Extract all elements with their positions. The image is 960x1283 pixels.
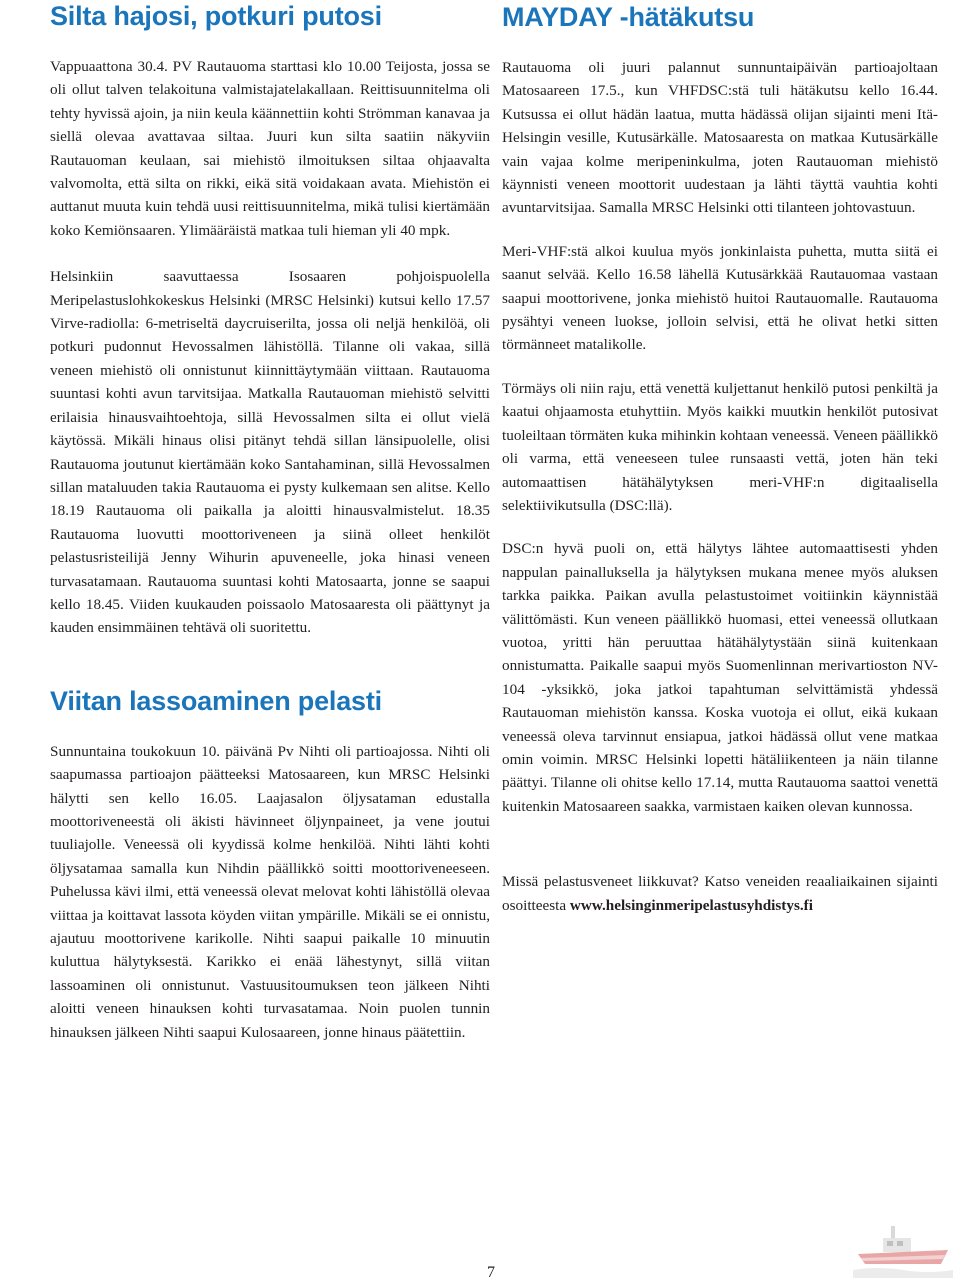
paragraph: Sunnuntaina toukokuun 10. päivänä Pv Nihti oli partioajossa. Nihti oli saapumassa partioajon päätteeksi Matosaareen, kun MRSC Helsinki hälytti sen kello 16.05. Laajasalon öljysataman edustalla moottoriveneestä oli äkisti hävinneet öljynpaineet, ja vene joutui tuuliajolle. Veneessä oli kyydissä kolme henkilöä. Nihti lähti kohti öljysatamaa samalla kun Nihdin päällikkö soitti moottoriveneeseen. Puhelussa kävi ilmi, että veneessä olevat melovat kohti lähistöllä olevaa viittaa ja koittavat lassota köyden viitan ympärille. Mikäli se ei onnistu, ajautuu moottorivene karikolle. Nihti saapui paikalle 10 minuutin kuluttua hälytyksestä. Karikko ei enää lähestynyt, sillä viitan lassoaminen oli onnistunut. Vastuusitoumuksen teon jälkeen Nihti aloitti veneen hinauksen kohti turvasatamaa. Noin puolen tunnin hinauksen jälkeen Nihti saapui Kulosaareen, jonne hinaus päätettiin.: [50, 742, 490, 1041]
left-column: [50, 0, 490, 1044]
paragraph: Törmäys oli niin raju, että venettä kuljettanut henkilö putosi penkiltä ja kaatui ohjaamosta etuhyttiin. Myös kaikki muutkin henkilöt putosivat tuoleiltaan törmäten kuka mihinkin kohtaan veneessä. Veneen päällikkö oli varma, että veneeseen tulee runsaasti vettä, joten hän teki automaattisen hätähälytyksen meri-VHF:n digitaalisella selektiivikutsulla (DSC:llä).: [502, 379, 938, 514]
paragraph: Rautauoma oli juuri palannut sunnuntaipäivän partioajoltaan Matosaareen 17.5., kun VHFDSC:stä tuli hätäkutsu kello 16.44. Kutsussa ei ollut hädän laatua, mutta hädässä olijan sijainti meni Itä-Helsingin vesille, Kutusärkälle. Matosaaresta on matkaa Kutusärkälle vain vajaa kolme meripeninkulma, joten Rautauoman miehistö käynnisti veneen moottorit uudestaan ja lähti täyttä vauhtia kohti avuntarvitsijaa. Samalla MRSC Helsinki otti tilanteen johtovastuun.: [502, 59, 938, 217]
footer-note: [502, 870, 938, 917]
paragraph: Vappuaattona 30.4. PV Rautauoma starttasi klo 10.00 Teijosta, jossa se oli ollut talven telakoituna valmistajatelakallaan. Reittisuunnitelma oli tehty hyvissä ajoin, ja niin keula käännettiin kohti Strömman kanavaa ja siellä olevaa avattavaa siltaa. Juuri kun silta saatiin näkyviin Rautauoman keulaan, sai miehistö ilmoituksen siltaa ohjaavalta valvomolta, että silta on rikki, eikä sitä voidakaan avata. Miehistön ei auttanut muuta kuin tehdä uusi reittisuunnitelma, mikä tulisi kiertämään koko Kemiönsaaren. Ylimääräistä matkaa tuli hieman yli 40 mpk.: [50, 58, 490, 239]
website-link[interactable]: www.helsinginmeripelastusyhdistys.fi: [569, 896, 813, 914]
section-title-bridge: Silta hajosi, potkuri putosi: [50, 1, 382, 31]
paragraph: DSC:n hyvä puoli on, että hälytys lähtee automaattisesti yhden nappulan painalluksella ja hälytyksen mukana menee myös aluksen tarkka paikka. Paikan avulla pelastustoimet voitiinkin käynnistää välittömästi. Kun veneen päällikkö huomasi, ettei veneessä ollutkaan vuotoa, yritti hän peruuttaa hätähälytystään siinä kuitenkaan onnistumatta. Paikalle saapui myös Suomenlinnan merivartioston NV-104 -yksikkö, joka jatkoi tapahtuman selvittämistä yhdessä Rautauoman miehistön kanssa. Koska vuotoja ei ollut, eikä kukaan veneessä oleva tarvinnut ensiapua, jatkoi hädässä ollut vene matkaa omin voimin. MRSC Helsinki lopetti hätäliikenteen ja näin tilanne päättyi. Tilanne oli ohitse kello 17.14, mutta Rautauoma saattoi venettä kuitenkin Matosaareen saakka, varmistaen kaiken olevan kunnossa.: [502, 540, 938, 815]
paragraph: Helsinkiin saavuttaessa Isosaaren pohjoispuolella Meripelastuslohkokeskus Helsinki (MRSC Helsinki) kutsui kello 17.57 Virve-radiolla: 6-metriseltä daycruiserilta, jossa oli neljä henkilöä, oli potkuri pudonnut Hevossalmen lähistöllä. Tilanne oli vakaa, sillä veneen miehistö oli onnistunut kiinnittäytymään viittaan. Rautauoma suuntasi kohti avun tarvitsijaa. Matkalla Rautauoman miehistö selvitti erilaisia hinausvaihtoehtoja, sillä Hevossalmen silta ei ollut vielä käytössä. Mikäli hinaus olisi pitänyt tehdä sillan länsipuolelle, olisi Rautauoma joutunut kiertämään koko Santahaminan, sillä Hevossalmen sillan mataluuden takia Rautauoma ei pysty kulkemaan sen alitse. Kello 18.19 Rautauoma oli paikalla ja aloitti hinausvalmistelut. 18.35 Rautauoma luovutti moottoriveneen ja siinä olleet henkilöt pelastusristeilijä Jenny Wihurin apuveneelle, joka hinasi veneen turvasatamaan. Rautauoma suuntasi kohti Matosaarta, jonne se saapui kello 18.45. Viiden kuukauden poissaolo Matosaaresta oli päättynyt ja kauden ensimmäinen tehtävä oli suoritettu.: [50, 268, 490, 637]
paragraph: Meri-VHF:stä alkoi kuulua myös jonkinlaista puhetta, mutta siitä ei saanut selvää. Kello 16.58 lähellä Kutusärkkää Rautauomaa vastaan saapui moottorivene, jonka miehistö huitoi Rautauomalle. Rautauoma pysähtyi veneen luokse, jolloin selvisi, että he olivat hetki sitten törmänneet matalikolle.: [502, 242, 938, 354]
rescue-boat-icon: [853, 1218, 953, 1278]
right-column: [502, 0, 938, 917]
footer-note-text: Missä pelastusveneet liikkuvat? Katso veneiden reaaliaikainen sijainti osoitteesta: [502, 873, 938, 914]
section-title-mayday: MAYDAY -hätäkutsu: [502, 2, 755, 32]
page-number: 7: [487, 1264, 495, 1281]
section-title-lasso: Viitan lassoaminen pelasti: [50, 685, 382, 716]
